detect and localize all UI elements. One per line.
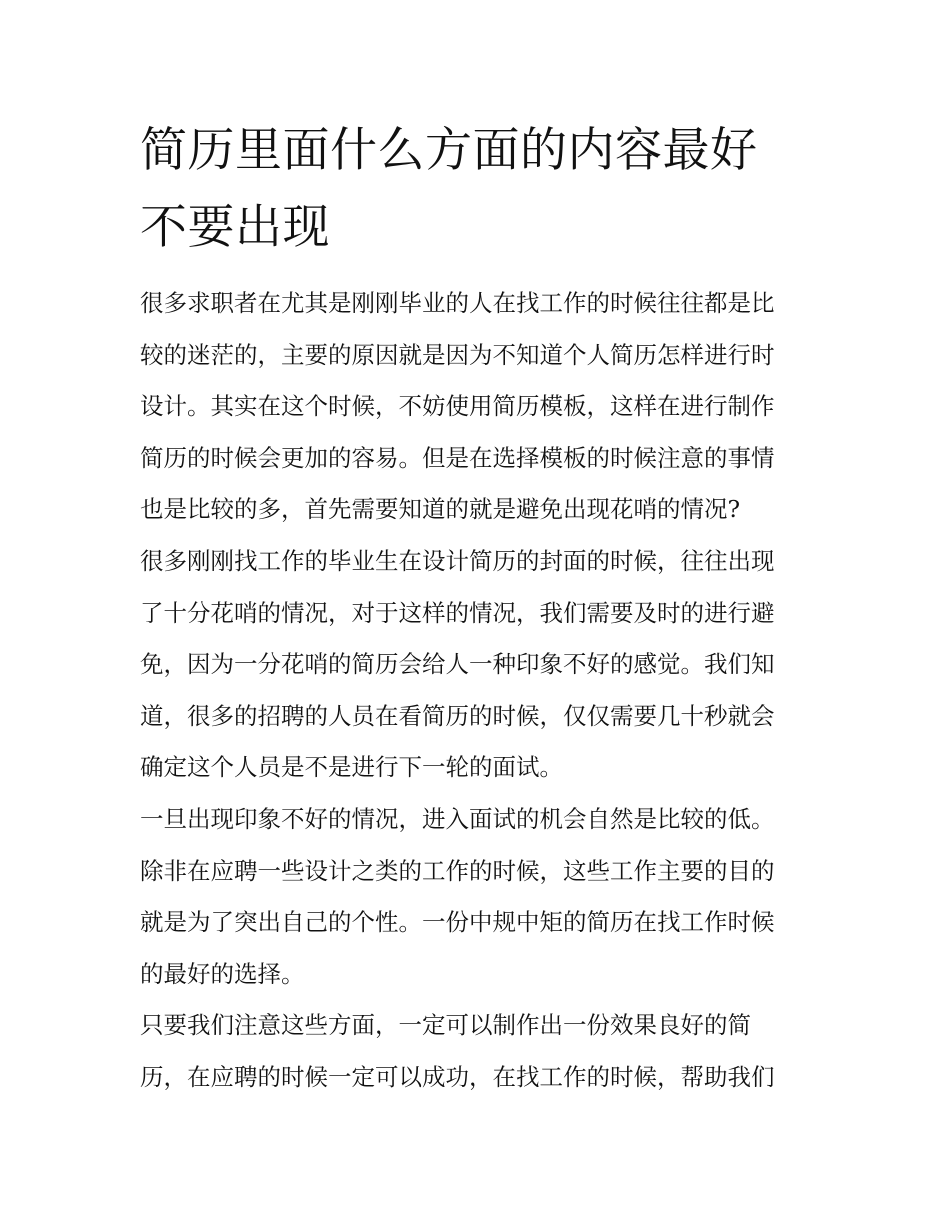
body-line: 免，因为一分花哨的简历会给人一种印象不好的感觉。我们知: [140, 650, 775, 679]
body-line: 了十分花哨的情况，对于这样的情况，我们需要及时的进行避: [140, 598, 775, 627]
title-line: 不要出现: [140, 200, 330, 255]
body-line: 道，很多的招聘的人员在看简历的时候，仅仅需要几十秒就会: [140, 701, 775, 730]
body-line: 就是为了突出自己的个性。一份中规中矩的简历在找工作时候: [140, 908, 775, 937]
body-line: 很多求职者在尤其是刚刚毕业的人在找工作的时候往往都是比: [140, 289, 775, 317]
body-line: 简历的时候会更加的容易。但是在选择模板的时候注意的事情: [140, 443, 775, 472]
document-title: [140, 112, 820, 266]
body-line: 设计。其实在这个时候，不妨使用简历模板，这样在进行制作: [140, 392, 775, 421]
body-line: 的最好的选择。: [140, 959, 305, 988]
body-line: 除非在应聘一些设计之类的工作的时候，这些工作主要的目的: [140, 856, 775, 885]
body-line: 只要我们注意这些方面，一定可以制作出一份效果良好的简: [140, 1011, 751, 1040]
body-line: 较的迷茫的，主要的原因就是因为不知道个人简历怎样进行时: [140, 340, 775, 369]
body-line: 很多刚刚找工作的毕业生在设计简历的封面的时候，往往出现: [140, 546, 775, 575]
document-body: [140, 278, 820, 1104]
body-line: 也是比较的多，首先需要知道的就是避免出现花哨的情况?: [140, 495, 741, 524]
body-line: 一旦出现印象不好的情况，进入面试的机会自然是比较的低。: [140, 804, 775, 833]
body-line: 历，在应聘的时候一定可以成功，在找工作的时候，帮助我们: [140, 1062, 775, 1091]
body-line: 确定这个人员是不是进行下一轮的面试。: [140, 753, 563, 782]
title-line: 简历里面什么方面的内容最好: [140, 123, 758, 178]
